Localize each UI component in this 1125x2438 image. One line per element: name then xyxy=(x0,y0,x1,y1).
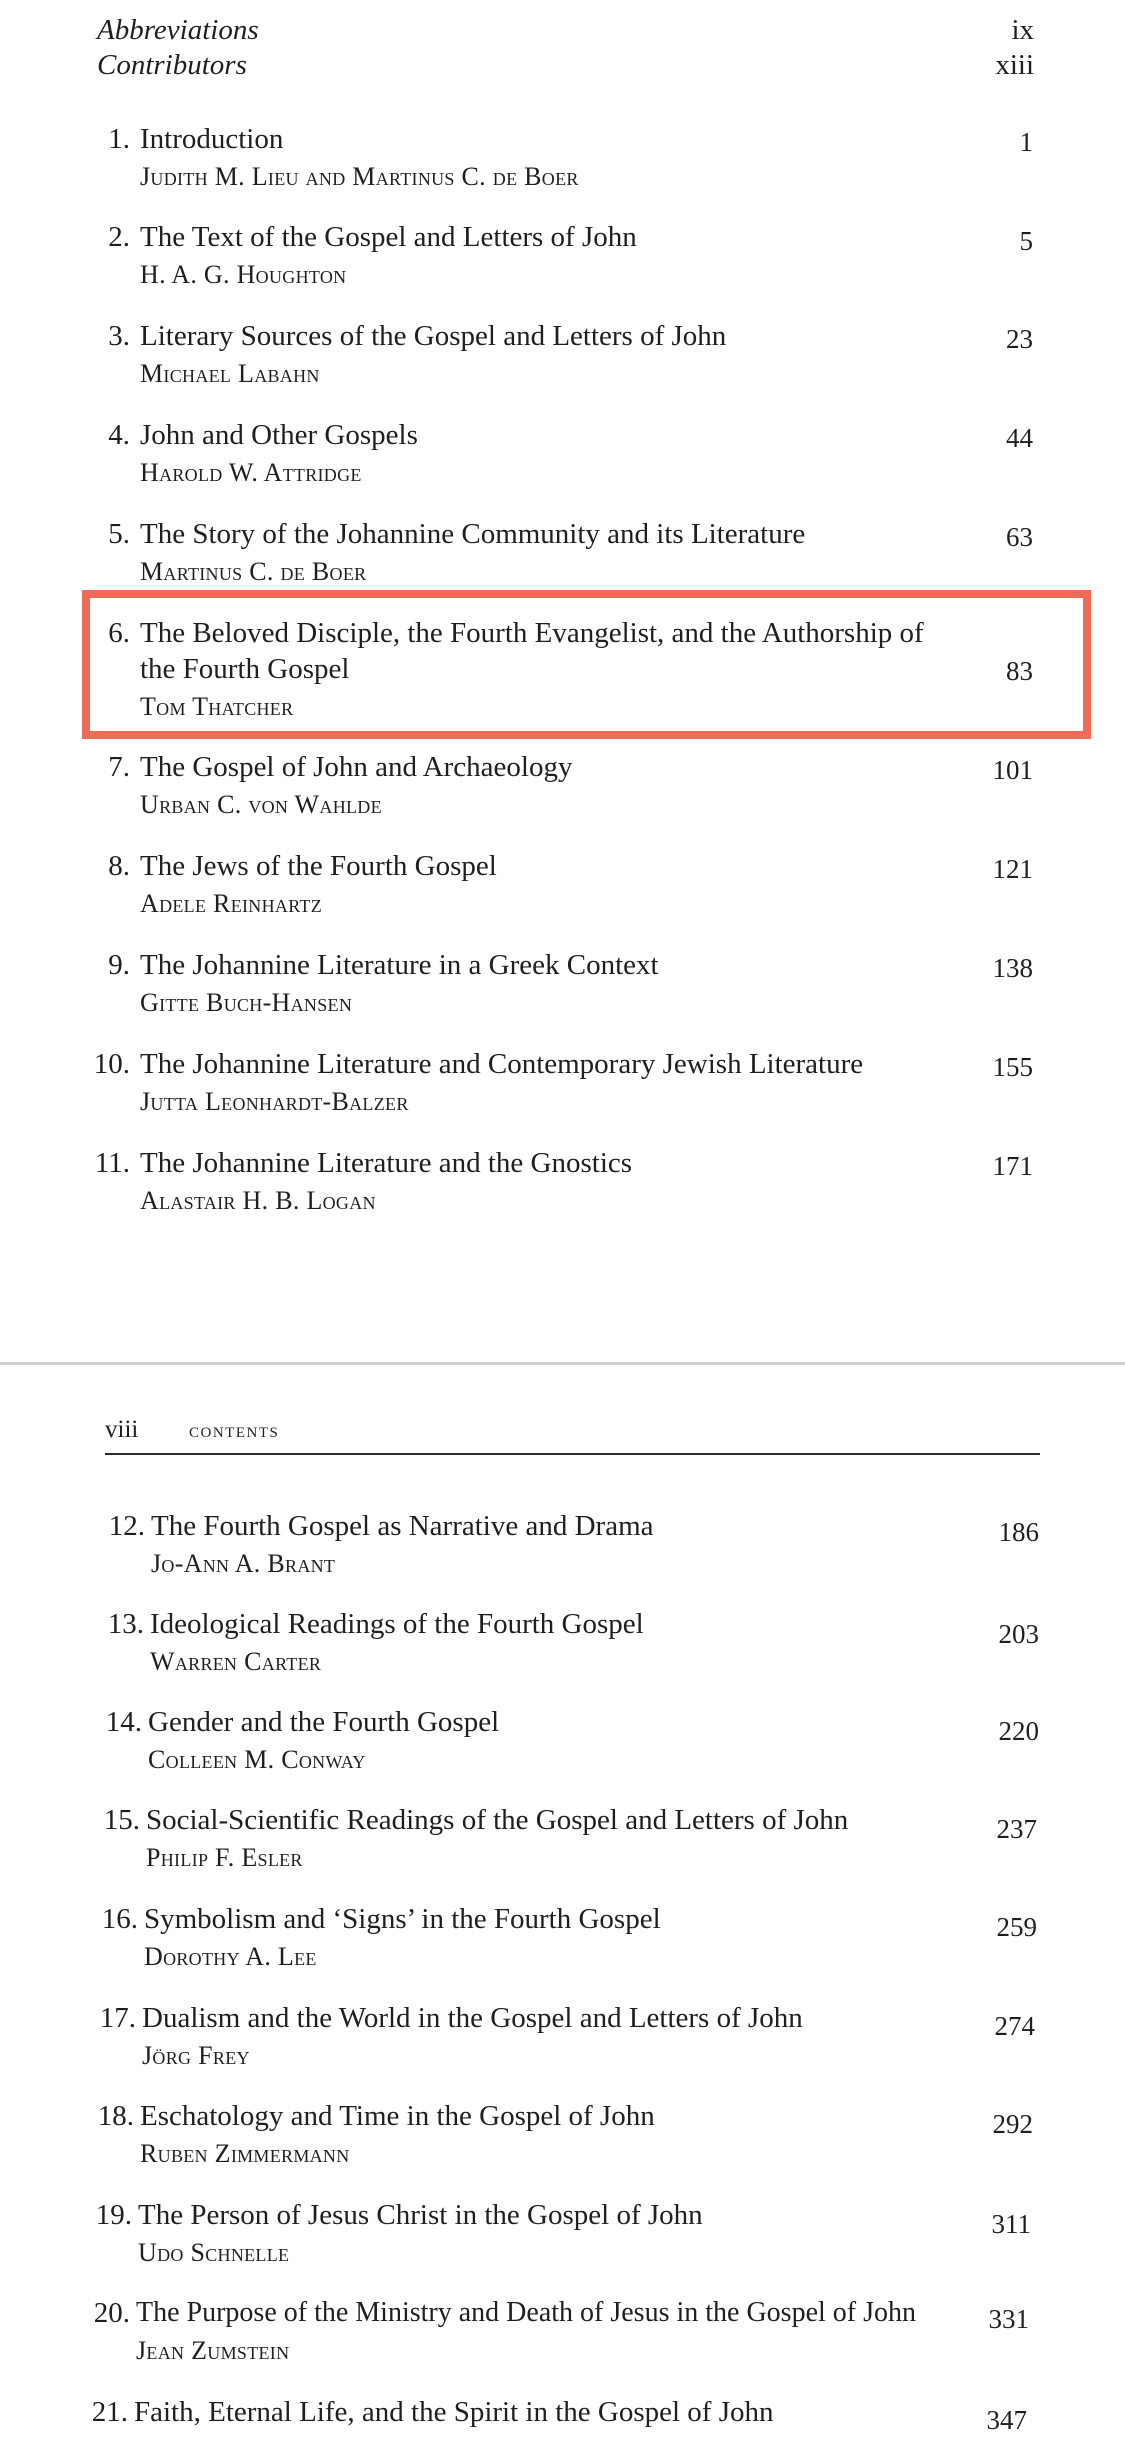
chapter-title: Introduction xyxy=(140,123,284,155)
chapter-page: 101 xyxy=(992,755,1033,785)
toc-entry xyxy=(107,1606,1039,1682)
chapter-page: 347 xyxy=(986,2405,1027,2435)
chapter-number: 10. xyxy=(93,1048,130,1080)
chapter-author: Warren Carter xyxy=(150,1647,322,1676)
chapter-author: Harold W. Attridge xyxy=(140,458,362,487)
chapter-page: 331 xyxy=(988,2304,1029,2334)
chapter-page: 5 xyxy=(1019,226,1033,256)
chapter-page: 237 xyxy=(996,1814,1037,1844)
chapter-number: 17. xyxy=(99,2002,136,2034)
chapter-title: The Person of Jesus Christ in the Gospel of John xyxy=(138,2199,703,2231)
chapter-author: Udo Schnelle xyxy=(138,2238,290,2267)
chapter-title: John and Other Gospels xyxy=(140,419,418,451)
toc-entry xyxy=(97,2098,1033,2174)
chapter-author: Gitte Buch-Hansen xyxy=(140,988,353,1017)
chapter-author: Judith M. Lieu and Martinus C. de Boer xyxy=(140,162,579,191)
chapter-title: The Purpose of the Ministry and Death of Jesus in the Gospel of John xyxy=(136,2297,916,2328)
chapter-title: Literary Sources of the Gospel and Letters of John xyxy=(140,320,727,352)
chapter-title: The Gospel of John and Archaeology xyxy=(140,751,573,783)
chapter-page: 311 xyxy=(991,2209,1031,2239)
chapter-number: 15. xyxy=(103,1804,140,1836)
chapter-number: 13. xyxy=(107,1608,144,1640)
chapter-author: Adele Reinhartz xyxy=(140,889,323,918)
running-head xyxy=(105,1413,1040,1455)
toc-page-2 xyxy=(0,1365,1125,2436)
toc-entry xyxy=(94,1145,1033,1221)
chapter-number: 3. xyxy=(108,320,130,352)
chapter-number: 2. xyxy=(108,221,130,253)
toc-entry xyxy=(105,1704,1039,1780)
chapter-page: 259 xyxy=(996,1912,1037,1942)
chapter-number: 21. xyxy=(91,2396,128,2428)
folio-number: viii xyxy=(105,1416,139,1443)
chapter-title: Dualism and the World in the Gospel and Letters of John xyxy=(142,2002,803,2034)
chapter-page: 292 xyxy=(992,2109,1033,2139)
front-matter-page: xiii xyxy=(995,49,1034,81)
chapter-number: 1. xyxy=(108,123,130,155)
chapter-author: Martinus C. de Boer xyxy=(140,557,367,586)
chapter-title: Ideological Readings of the Fourth Gospel xyxy=(150,1608,644,1640)
chapter-author: Alastair H. B. Logan xyxy=(140,1186,376,1215)
highlight-box xyxy=(82,590,1091,739)
chapter-page: 44 xyxy=(1006,423,1033,453)
chapter-page: 138 xyxy=(992,953,1033,983)
chapter-page: 1 xyxy=(1019,127,1033,157)
chapter-number: 9. xyxy=(108,949,130,981)
chapter-author: Dorothy A. Lee xyxy=(144,1942,317,1971)
chapter-author: Ruben Zimmermann xyxy=(140,2139,350,2168)
chapter-author: Jutta Leonhardt-Balzer xyxy=(140,1087,409,1116)
chapter-page: 274 xyxy=(994,2011,1035,2041)
chapter-title: The Johannine Literature in a Greek Context xyxy=(140,949,659,981)
chapter-number: 14. xyxy=(105,1706,142,1738)
chapter-number: 7. xyxy=(108,751,130,783)
chapter-page: 63 xyxy=(1006,522,1033,552)
chapter-page: 220 xyxy=(998,1716,1039,1746)
chapter-page: 83 xyxy=(1006,656,1033,686)
chapter-page: 155 xyxy=(992,1052,1033,1082)
chapter-title: Social-Scientific Readings of the Gospel and Letters of John xyxy=(146,1804,849,1836)
chapter-number: 18. xyxy=(97,2100,134,2132)
chapter-title: The Story of the Johannine Community and its Literature xyxy=(140,518,806,550)
toc-entry xyxy=(101,1901,1037,1977)
chapter-title: The Jews of the Fourth Gospel xyxy=(140,850,497,882)
toc-entry xyxy=(108,848,1033,924)
chapter-title: The Text of the Gospel and Letters of John xyxy=(140,221,637,253)
chapter-page: 186 xyxy=(998,1517,1039,1547)
toc-entry xyxy=(108,417,1033,493)
chapter-author: H. A. G. Houghton xyxy=(140,260,347,289)
toc-entry xyxy=(108,1508,1039,1584)
chapter-author: Tom Thatcher xyxy=(140,692,294,721)
toc-entry xyxy=(93,1046,1033,1122)
chapter-title: Faith, Eternal Life, and the Spirit in the Gospel of John xyxy=(134,2396,774,2428)
chapter-number: 4. xyxy=(108,419,130,451)
chapter-page: 121 xyxy=(992,854,1033,884)
chapter-number: 12. xyxy=(108,1510,145,1542)
chapter-title: Symbolism and ‘Signs’ in the Fourth Gospel xyxy=(144,1903,661,1935)
front-matter-label: Abbreviations xyxy=(97,14,259,46)
toc-entry xyxy=(108,516,1033,592)
chapter-title: The Fourth Gospel as Narrative and Drama xyxy=(151,1510,654,1542)
chapter-number: 19. xyxy=(95,2199,132,2231)
chapter-author: Philip F. Esler xyxy=(146,1843,303,1872)
chapter-title: Gender and the Fourth Gospel xyxy=(148,1706,500,1738)
chapter-number: 16. xyxy=(101,1903,138,1935)
toc-entry xyxy=(93,2295,1029,2371)
toc-entry xyxy=(108,219,1033,295)
toc-entry xyxy=(103,1802,1037,1878)
chapter-page: 203 xyxy=(998,1619,1039,1649)
chapter-page: 171 xyxy=(992,1151,1033,1181)
chapter-number: 8. xyxy=(108,850,130,882)
toc-entry xyxy=(108,318,1033,394)
front-matter-page: ix xyxy=(1011,14,1034,46)
toc-entry xyxy=(108,947,1033,1023)
chapter-title: Eschatology and Time in the Gospel of John xyxy=(140,2100,655,2132)
chapter-author: Michael Labahn xyxy=(140,359,320,388)
chapter-author: Colleen M. Conway xyxy=(148,1745,366,1774)
front-matter-contributors xyxy=(97,47,1034,83)
chapter-title: The Beloved Disciple, the Fourth Evangelist, and the Authorship of the Fourth Gospel xyxy=(140,617,924,685)
chapter-title: The Johannine Literature and the Gnostics xyxy=(140,1147,633,1179)
toc-entry xyxy=(108,749,1033,825)
running-head-label: contents xyxy=(189,1417,280,1442)
chapter-number: 11. xyxy=(94,1147,130,1179)
chapter-author: Jo-Ann A. Brant xyxy=(151,1549,336,1578)
chapter-author: Urban C. von Wahlde xyxy=(140,790,382,819)
chapter-page: 23 xyxy=(1006,324,1033,354)
chapter-title: The Johannine Literature and Contemporary Jewish Literature xyxy=(140,1048,864,1080)
chapter-number: 20. xyxy=(93,2297,130,2329)
front-matter-abbreviations xyxy=(97,12,1034,48)
front-matter-label: Contributors xyxy=(97,49,247,81)
toc-entry xyxy=(99,2000,1035,2076)
toc-entry xyxy=(95,2197,1031,2273)
toc-entry xyxy=(91,2394,1027,2435)
chapter-author: Jörg Frey xyxy=(142,2041,250,2070)
chapter-number: 5. xyxy=(108,518,130,550)
toc-entry xyxy=(108,121,1033,197)
chapter-number: 6. xyxy=(108,617,130,649)
chapter-author: Jean Zumstein xyxy=(136,2336,290,2365)
